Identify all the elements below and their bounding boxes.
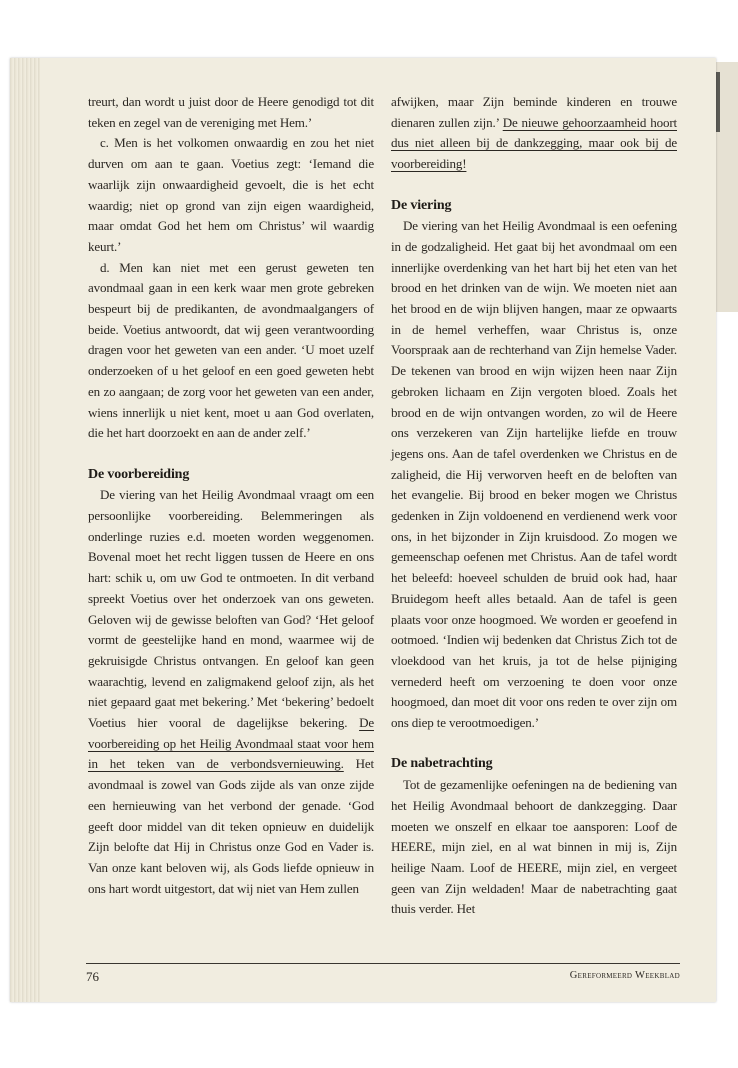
paragraph-text-continued: Het avondmaal is zowel van Gods zijde als van onze zijde een hernieuwing van het verbond der genade. ‘God geeft door middel van dit teken opnieuw en duidelijk Zijn belofte dat Hij in Christus onze God en Vader is. Van onze kant beloven wij, als Gods liefde opnieuw in ons hart wordt uitgestort, dat wij niet van Hem zullen: [88, 756, 374, 896]
section-gap: [391, 175, 677, 196]
heading-viering: De viering: [391, 197, 452, 213]
page-number: 76: [86, 969, 99, 984]
heading-voorbereiding: De voorbereiding: [88, 466, 190, 482]
underlined-passage: De nieuwe gehoorzaamheid hoort dus niet alleen bij de dankzegging, maar ook bij de voorbereiding!: [391, 114, 677, 172]
left-column: [88, 92, 374, 899]
paragraph-continued: [391, 92, 677, 175]
heading-nabetrachting: De nabetrachting: [391, 756, 493, 772]
section-gap: [88, 444, 374, 465]
paragraph-voorbereiding: [88, 485, 374, 899]
journal-title: Gereformeerd Weekblad: [569, 970, 680, 981]
right-column: [391, 92, 677, 920]
footer-rule: [86, 963, 680, 964]
paragraph-point-d: d. Men kan niet met een gerust geweten ten avondmaal gaan in een kerk waar men grote gebreken bespeurt bij de predikanten, de avondmaalgangers of beide. Voetius antwoordt, dat wij geen verantwoording dragen voor het geweten van een ander. ‘U moet uzelf onderzoeken of u het geloof en een goed geweten hebt en zo aangaan; de zorg voor het geweten van een ander, wiens innerlijk u niet kent, moet u aan God overlaten, die het hart doorzoekt en aan de ander zelf.’: [88, 259, 374, 441]
paragraph-text: afwijken, maar Zijn beminde kinderen en trouwe dienaren zullen zijn.’: [391, 94, 677, 130]
paragraph-text: De viering van het Heilig Avondmaal vraagt om een persoonlijke voorbereiding. Belemmeringen als onderlinge ruzies e.d. moeten worden weggenomen. Bovenal moet het recht liggen tussen de Heere en ons hart: schik u, om uw God te ontmoeten. In dit verband spreekt Voetius over het onderzoek van ons geweten. Geloven wij de gewisse beloften van God? ‘Het geloof vormt de geestelijke hand en mond, waarmee wij de gekruisigde Christus ontvangen. En geloof kan geen waarachtig, levend en zaligmakend geloof zijn, als het niet gepaard gaat met bekering.’ Met ‘bekering’ bedoelt Voetius hier vooral de dagelijkse bekering.: [88, 487, 374, 731]
paragraph-viering: De viering van het Heilig Avondmaal is een oefening in de godzaligheid. Het gaat bij het avondmaal om een innerlijke overdenking van het hart bij het eten van het brood en het drinken van de wijn. We moeten niet aan het brood en de wijn blijven hangen, maar ze opwaarts in de hemel verheffen, waar Christus is, onze Voorspraak aan de rechterhand van Zijn hemelse Vader. De tekenen van brood en wijn wijzen heen naar Zijn gebroken lichaam en Zijn vergoten bloed. Zoals het brood en de wijn ontvangen worden, zo wil de Heere ons verzekeren van Zijn hartelijke liefde en trouw jegens ons. Aan de tafel overdenken we Christus en de zaligheid, die Hij verworven heeft en de beloften van het evangelie. Bij brood en beker mogen we Christus gedenken in Zijn voldoenend en verdienend werk voor ons, in het bijzonder in Zijn kruisdood. Zo mogen we gemeenschap oefenen met Christus. Aan de tafel wordt het beleefd: hoeveel schulden de bruid ook had, haar Bruidegom heeft alles betaald. Aan de tafel is geen plaats voor onze hoogmoed. We worden er geoefend in ootmoed. ‘Indien wij bedenken dat Christus Zich tot de vloekdood van het kruis, ja tot de helse pijniging vernederd heeft om verzoening te doen voor onze hoogmoed, dan moet dit voor ons reden te over zijn om ons diep te verootmoedigen.’: [391, 218, 677, 731]
page-stack-edges: [10, 58, 40, 1002]
section-gap: [391, 734, 677, 755]
underlined-passage: De voorbereiding op het Heilig Avondmaal staat voor hem in het teken van de verbondsvernieuwing.: [88, 715, 374, 772]
paragraph-continued: treurt, dan wordt u juist door de Heere genodigd tot dit teken en zegel van de vereniging met Hem.’: [88, 94, 374, 130]
paragraph-point-c: c. Men is het volkomen onwaardig en zou het niet durven om aan te gaan. Voetius zegt: ‘Iemand die waarlijk zijn onwaardigheid gevoelt, die is het echt waardig; niet op grond van zijn eigen waardigheid, maar omdat God het hem om Christus’ wil waardig keurt.’: [88, 135, 374, 254]
paragraph-nabetrachting: Tot de gezamenlijke oefeningen na de bediening van het Heilig Avondmaal behoort de dankzegging. Daar moeten we onszelf en elkaar toe aansporen: Loof de HEERE, mijn ziel, en al wat binnen in mij is, Zijn heilige Naam. Loof de HEERE, mijn ziel, en vergeet geen van Zijn weldaden! Maar de nabetrachting gaat thuis verder. Het: [391, 777, 677, 917]
